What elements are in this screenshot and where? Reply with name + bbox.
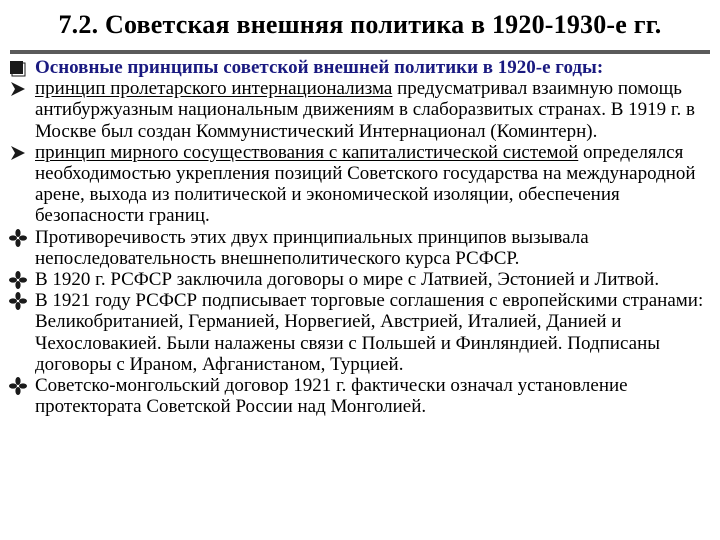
bullet-item bbox=[8, 290, 714, 375]
bullet-text: Противоречивость этих двух принципиальных принципов вызывала непоследовательность внешнеполитического курса РСФСР. bbox=[35, 226, 589, 269]
bullet-text: В 1921 году РСФСР подписывает торговые соглашения с европейскими странами: Великобританией, Германией, Норвегией, Австрией, Италией, Данией и Чехословакией. Были налажены связи с Польшей и Финляндией. Подписаны договоры с Ираном, Афганистаном, Турцией. bbox=[35, 290, 704, 375]
slide-title: 7.2. Советская внешняя политика в 1920-1930-е гг. bbox=[58, 10, 662, 39]
principle-term: принцип пролетарского интернационализма bbox=[35, 78, 393, 100]
bullet-item bbox=[8, 142, 714, 227]
diamond-bullet-icon bbox=[8, 291, 28, 311]
heading-text: Основные принципы советской внешней политики в 1920-е годы: bbox=[35, 57, 604, 78]
bullet-text: определялся необходимостью укрепления позиций Советского государства на международной арене, выхода из политической и экономической изоляции, обеспечения безопасности границ. bbox=[35, 141, 696, 227]
bullet-text: В 1920 г. РСФСР заключила договоры о мире с Латвией, Эстонией и Литвой. bbox=[35, 269, 660, 291]
arrow-icon bbox=[8, 79, 28, 99]
section-heading bbox=[8, 57, 714, 78]
bullet-item bbox=[8, 78, 714, 142]
bullet-item bbox=[8, 269, 714, 290]
bullet-text: Советско-монгольский договор 1921 г. фактически означал установление протектората Советской России над Монголией. bbox=[35, 375, 628, 418]
checkbox-bullet-icon bbox=[8, 58, 28, 78]
bullet-text: предусматривал взаимную помощь антибуржуазным национальным движениям в слаборазвитых странах. В 1919 г. в Москве был создан Коммунистический Интернационал (Коминтерн). bbox=[35, 78, 695, 142]
bullet-item bbox=[8, 375, 714, 417]
arrow-icon bbox=[8, 143, 28, 163]
diamond-bullet-icon bbox=[8, 376, 28, 396]
title-divider bbox=[10, 50, 710, 54]
diamond-bullet-icon bbox=[8, 270, 28, 290]
bullet-item bbox=[8, 227, 714, 269]
slide-content bbox=[8, 57, 714, 417]
principle-term: принцип мирного сосуществования с капиталистической системой bbox=[35, 141, 579, 163]
diamond-bullet-icon bbox=[8, 228, 28, 248]
